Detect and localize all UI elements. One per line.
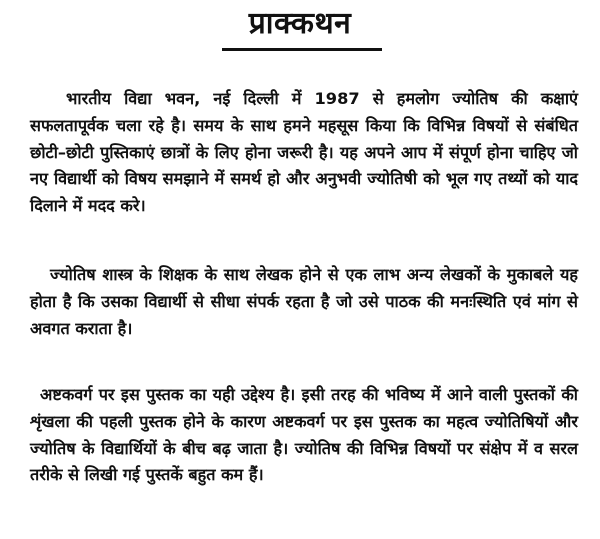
paragraph-1: भारतीय विद्या भवन, नई दिल्ली में 1987 से हमलोग ज्योतिष की कक्षाएं सफलतापूर्वक चला रहे है। समय के साथ हमने महसूस किया कि विभिन्न विषयों से संबंधित छोटी–छोटी पुस्तिकाएं छात्रों के लिए होना जरूरी है। यह अपने आप में संपूर्ण होना चाहिए जो नए विद्यार्थी को विषय समझाने में समर्थ हो और अनुभवी ज्योतिषी को भूल गए तथ्यों को याद दिलाने में मदद करे। <box>30 89 578 216</box>
page-title: प्राक्कथन <box>248 6 352 41</box>
paragraph-2: ज्योतिष शास्त्र के शिक्षक के साथ लेखक होने से एक लाभ अन्य लेखकों के मुकाबले यह होता है कि उसका विद्यार्थी से सीधा संपर्क रहता है जो उसे पाठक की मनःस्थिति एवं मांग से अवगत कराता है। <box>30 265 578 338</box>
title-underline <box>222 48 382 51</box>
paragraph-3: अष्टकवर्ग पर इस पुस्तक का यही उद्देश्य है। इसी तरह की भविष्य में आने वाली पुस्तकों की शृंखला की पहली पुस्तक होने के कारण अष्टकवर्ग पर इस पुस्तक का महत्व ज्योतिषियों और ज्योतिष के विद्यार्थियों के बीच बढ़ जाता है। ज्योतिष की विभिन्न विषयों पर संक्षेप में व सरल तरीके से लिखी गई पुस्तकें बहुत कम हैं। <box>30 385 578 485</box>
title-container <box>0 4 600 46</box>
